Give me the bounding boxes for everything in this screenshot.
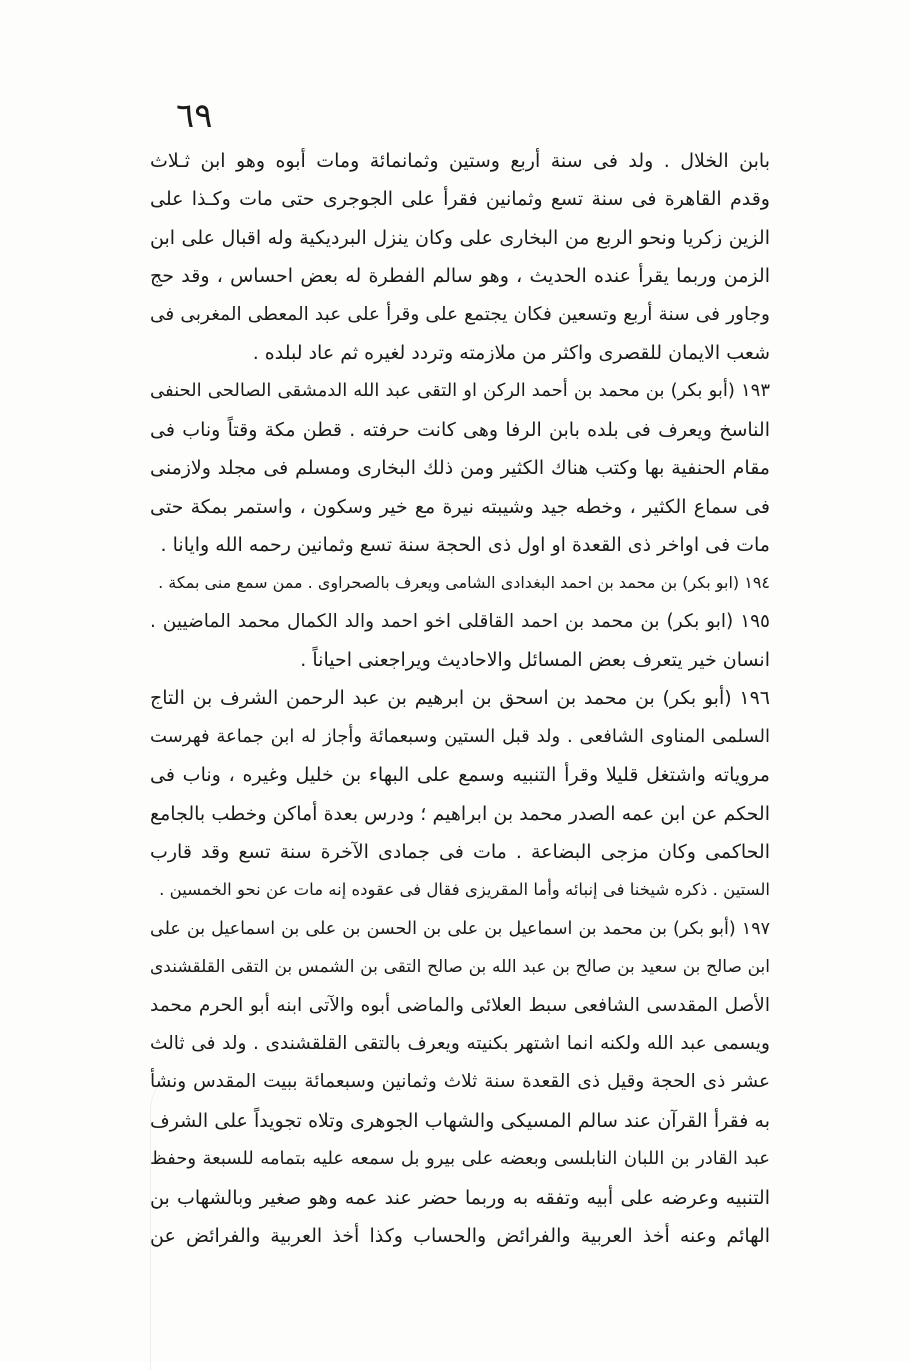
text-line: ١٩٧ (أبو بكر) بن محمد بن اسماعيل بن على بن الحسن بن على بن اسماعيل بن على xyxy=(150,918,770,939)
text-line: ١٩٣ (أبو بكر) بن محمد بن أحمد الركن او التقى عبد الله الدمشقى الصالحى الحنفى xyxy=(150,380,770,402)
text-line: مروياته واشتغل قليلا وقرأ التنبيه وسمع على البهاء بن خليل وغيره ، وناب فى xyxy=(150,764,770,787)
text-line: ١٩٤ (ابو بكر) بن محمد بن احمد البغدادى الشامى ويعرف بالصحراوى . ممن سمع منى بمكة . xyxy=(158,573,770,593)
text-line: الحكم عن ابن عمه الصدر محمد بن ابراهيم ؛ ودرس بعدة أماكن وخطب بالجامع xyxy=(150,802,770,825)
text-line: السلمى المناوى الشافعى . ولد قبل الستين وسبعمائة وأجاز له ابن جماعة فهرست xyxy=(150,725,770,747)
text-line: انسان خير يتعرف بعض المسائل والاحاديث ويراجعنى احياناً . xyxy=(300,649,770,672)
text-line: بابن الخلال . ولد فى سنة أربع وستين وثمانمائة ومات أبوه وهو ابن ثـلاث xyxy=(150,150,770,172)
text-line: فى سماع الكثير ، وخطه جيد وشيبته نيرة مع خير وسكون ، واستمر بمكة حتى xyxy=(150,495,770,518)
body-text xyxy=(150,142,770,1255)
text-line: الزمن وربما يقرأ عنده الحديث ، وهو سالم الفطرة له بعض احساس ، وقد حج xyxy=(150,265,770,288)
page-number: ٦٩ xyxy=(176,96,213,136)
text-line: التنبيه وعرضه على أبيه وتفقه به وربما حضر عند عمه وهو صغير وبالشهاب بن xyxy=(150,1186,770,1209)
text-line: به فقرأ القرآن عند سالم المسيكى والشهاب الجوهرى وتلاه تجويداً على الشرف xyxy=(150,1109,770,1132)
text-line: الهائم وعنه أخذ العربية والفرائض والحساب وكذا أخذ العربية والفرائض عن xyxy=(150,1224,770,1247)
text-line: وجاور فى سنة أربع وتسعين فكان يجتمع على وقرأ على عبد المعطى المغربى فى xyxy=(150,303,770,325)
text-line: ١٩٥ (ابو بكر) بن محمد بن احمد القاقلى اخو احمد والد الكمال محمد الماضيين . xyxy=(150,610,770,632)
text-line: ابن صالح بن سعيد بن صالح بن عبد الله بن صالح التقى بن الشمس بن التقى القلقشندى xyxy=(150,957,770,978)
text-line: مقام الحنفية بها وكتب هناك الكثير ومن ذلك البخارى ومسلم فى مجلد ولازمنى xyxy=(150,457,770,480)
text-line: الأصل المقدسى الشافعى سبط العلائى والماضى أبوه والآتى ابنه أبو الحرم محمد xyxy=(150,994,770,1016)
text-line: عبد القادر بن اللبان النابلسى وبعضه على بيرو بل سمعه عليه بتمامه للسبعة وحفظ xyxy=(150,1148,770,1170)
text-line: عشر ذى الحجة وقيل ذى القعدة سنة ثلاث وثمانين وسبعمائة ببيت المقدس ونشأ xyxy=(150,1071,770,1093)
text-line: ١٩٦ (أبو بكر) بن محمد بن اسحق بن ابرهيم بن عبد الرحمن الشرف بن التاج xyxy=(150,687,770,710)
text-line: الناسخ ويعرف فى بلده بابن الرفا وهى كانت حرفته . قطن مكة وقتاً وناب فى xyxy=(150,418,770,441)
text-line: ويسمى عبد الله ولكنه انما اشتهر بكنيته ويعرف بالتقى القلقشندى . ولد فى ثالث xyxy=(150,1032,770,1054)
text-line: الحاكمى وكان مزجى البضاعة . مات فى جمادى الآخرة سنة تسع وقد قارب xyxy=(150,841,770,864)
text-line: وقدم القاهرة فى سنة تسع وثمانين فقرأ على الجوجرى حتى مات وكـذا على xyxy=(150,188,770,211)
text-line: شعب الايمان للقصرى واكثر من ملازمته وتردد لغيره ثم عاد لبلده . xyxy=(252,341,770,364)
text-line: الزين زكريا ونحو الربع من البخارى على وكان ينزل البرديكية وله اقبال على ابن xyxy=(150,226,770,249)
text-line: مات فى اواخر ذى القعدة او اول ذى الحجة سنة تسع وثمانين رحمه الله وايانا . xyxy=(160,533,770,556)
text-line: الستين . ذكره شيخنا فى إنبائه وأما المقريزى فقال فى عقوده إنه مات عن نحو الخمسين . xyxy=(159,880,770,900)
